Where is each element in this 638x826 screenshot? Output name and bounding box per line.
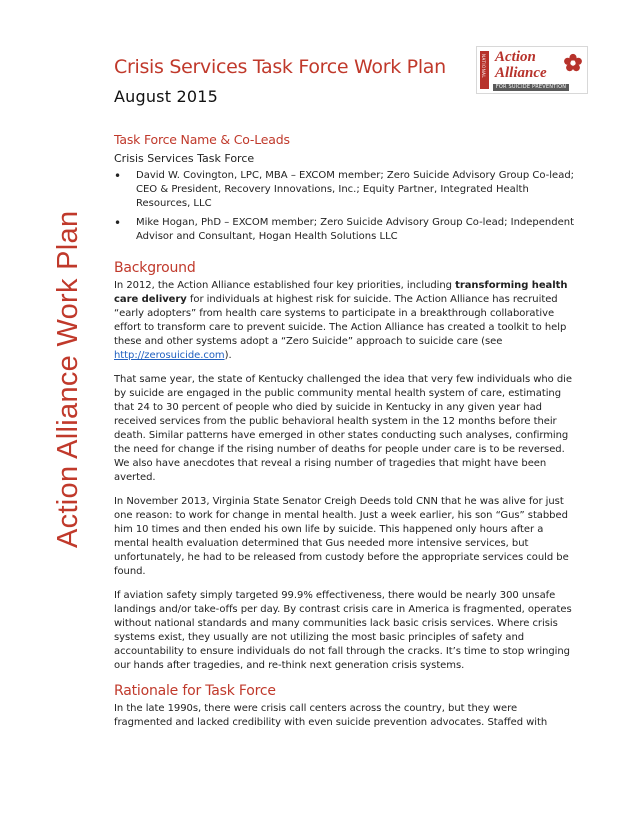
paragraph-text: ). [224,350,232,361]
rationale-paragraph-1: In the late 1990s, there were crisis call centers across the country, but they were fragmented and lacked credibility with even suicide prevention advocates. Staffed with [114,703,548,728]
background-paragraph-3: In November 2013, Virginia State Senator Creigh Deeds told CNN that he was alive for just one reason: to work for change in mental health. Just a week earlier, his son “Gus” stabbed him 10 times and then ended his own life by suicide. This happened only hours after a mental health evaluation determined that Gus needed more intensive services, but unfortunately, he had to be released from custody before the appropriate services could be found. [114,496,569,577]
zerosuicide-link[interactable]: http://zerosuicide.com [114,350,225,361]
background-heading: Background [114,260,196,276]
logo-tagline: FOR SUICIDE PREVENTION [493,84,569,91]
flower-icon [563,53,583,73]
paragraph-text: for individuals at highest risk for suicide. The Action Alliance has recruited “early adopters” from health care systems to participate in a breakthrough collaborative effort to transform care to prevent suicide. The Action Alliance has created a toolkit to help these and other systems adopt a “Zero Suicide” approach to suicide care (see [114,294,567,347]
list-item: • David W. Covington, LPC, MBA – EXCOM member; Zero Suicide Advisory Group Co-lead; CEO & President, Recovery Innovations, Inc.; Equity Partner, Integrated Health Resources, LLC [114,169,576,211]
document-date: August 2015 [114,87,218,106]
leads-heading: Task Force Name & Co-Leads [114,132,290,147]
logo-side-bar [480,51,489,89]
logo-word-alliance: Alliance [495,65,547,81]
side-title: Action Alliance Work Plan [52,210,84,548]
logo-word-action: Action [495,49,536,65]
background-paragraph-1 [114,279,576,363]
list-item: • Mike Hogan, PhD – EXCOM member; Zero Suicide Advisory Group Co-lead; Independent Advisor and Consultant, Hogan Health Solutions LLC [114,216,576,244]
background-paragraph-4: If aviation safety simply targeted 99.9% effectiveness, there would be nearly 300 unsafe landings and/or take-offs per day. By contrast crisis care in America is fragmented, operates without national standards and many communities lack basic crisis services. Where crisis systems exist, they usually are not utilizing the most basic principles of safety and accountability to ensure individuals do not fall through the cracks. It’s time to stop wringing our hands after tragedies, and re-think next generation crisis systems. [114,590,572,671]
rationale-heading: Rationale for Task Force [114,683,276,699]
page-title: Crisis Services Task Force Work Plan [114,56,446,78]
document-body [114,131,576,740]
action-alliance-logo [476,46,588,94]
co-leads-list [114,169,576,244]
task-force-name: Crisis Services Task Force [114,152,255,165]
paragraph-text: In 2012, the Action Alliance established four key priorities, including [114,280,456,291]
logo-side-text: NATIONAL [481,54,486,79]
bold-phrase: transforming health care delivery [114,280,568,305]
background-paragraph-2: That same year, the state of Kentucky challenged the idea that very few individuals who die by suicide are engaged in the public community mental health system of care, estimating that 24 to 30 percent of people who died by suicide in Kentucky in any given year had received services from the public behavioral health system in the 12 months before their death. Similar patterns have emerged in other states conducting such analyses, confirming the need for change if the rising number of deaths for people under care is to be reversed. We also have anecdotes that reveal a rising number of tragedies that might have been averted. [114,374,572,483]
